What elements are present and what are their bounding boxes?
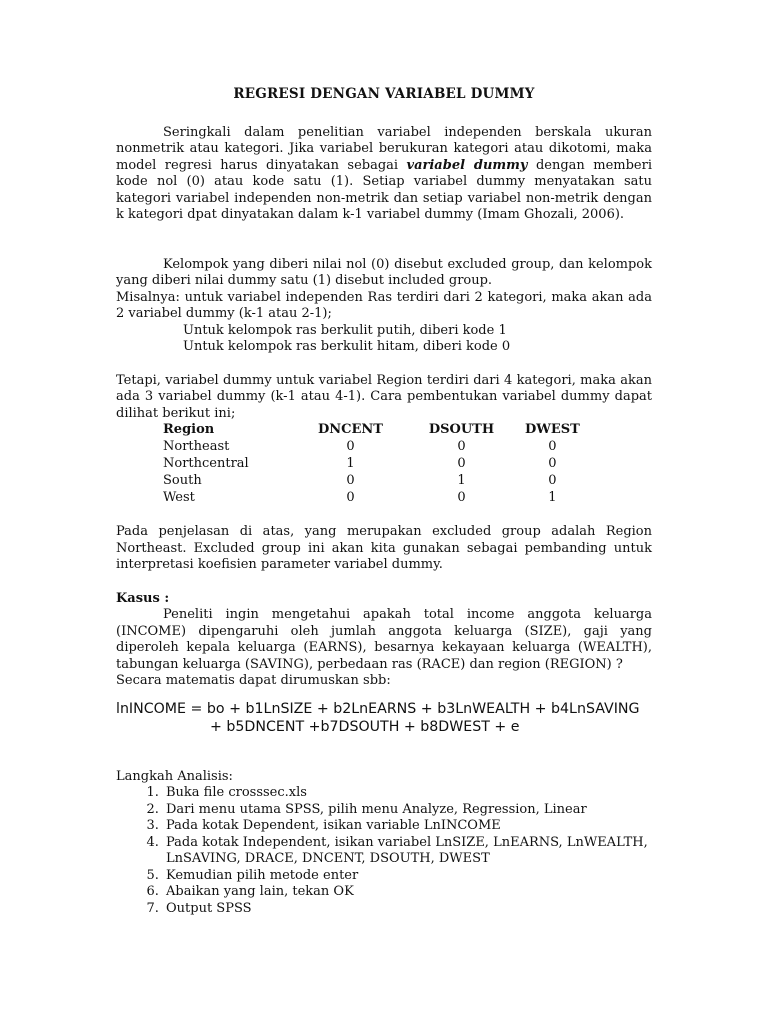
equation-line-2: + b5DNCENT +b7DSOUTH + b8DWEST + e — [210, 718, 520, 735]
table-row — [163, 490, 580, 507]
list-item: 3. Pada kotak Dependent, isikan variable LnINCOME — [163, 818, 652, 835]
dsouth-value: 0 — [457, 439, 466, 455]
dwest-value: 0 — [548, 439, 557, 455]
list-item: 1. Buka file crosssec.xls — [163, 785, 652, 802]
document-content — [116, 86, 652, 917]
region-name: South — [163, 473, 202, 489]
dncent-value: 0 — [346, 473, 355, 489]
header-dsouth: DSOUTH — [428, 422, 495, 438]
list-item: 7. Output SPSS — [163, 901, 652, 918]
dsouth-value: 0 — [457, 456, 466, 472]
list-item: 5. Kemudian pilih metode enter — [163, 868, 652, 885]
paragraph-region: Tetapi, variabel dummy untuk variabel Region terdiri dari 4 kategori, maka akan ada 3 variabel dummy (k-1 atau 4-1). Cara pembentukan variabel dummy dapat dilihat berikut ini; — [116, 372, 652, 421]
regression-equation — [116, 700, 652, 736]
list-item: 4. Pada kotak Independent, isikan variabel LnSIZE, LnEARNS, LnWEALTH, LnSAVING, DRACE, DNCENT, DSOUTH, DWEST — [163, 835, 652, 868]
intro-text-1: Seringkali dalam penelitian variabel independen berskala ukuran nonmetrik atau kategori. Jika variabel berukuran kategori atau dikotomi, maka model regresi harus dinyatakan sebagai — [116, 124, 652, 173]
table-row — [163, 473, 580, 490]
list-item: 6. Abaikan yang lain, tekan OK — [163, 884, 652, 901]
ras-item-1: Untuk kelompok ras berkulit putih, diberi kode 1 — [183, 322, 507, 338]
dncent-value: 1 — [346, 456, 355, 472]
region-name: Northcentral — [163, 456, 249, 472]
steps-list — [116, 785, 652, 917]
kasus-heading: Kasus : — [116, 590, 170, 606]
formula-intro: Secara matematis dapat dirumuskan sbb: — [116, 673, 391, 688]
region-name: West — [163, 490, 195, 506]
paragraph-groups: Kelompok yang diberi nilai nol (0) disebut excluded group, dan kelompok yang diberi nilai dummy satu (1) disebut included group. — [116, 256, 652, 288]
kasus-text: Peneliti ingin mengetahui apakah total income anggota keluarga (INCOME) dipengaruhi oleh jumlah anggota keluarga (SIZE), gaji yang diperoleh kepala keluarga (EARNS), besarnya kekayaan keluarga (WEALTH), tabungan keluarga (SAVING), perbedaan ras (RACE) dan region (REGION) ? — [116, 607, 652, 672]
document-title: REGRESI DENGAN VARIABEL DUMMY — [233, 86, 535, 102]
equation-line-1: lnINCOME = bo + b1LnSIZE + b2LnEARNS + b3LnWEALTH + b4LnSAVING — [116, 700, 640, 717]
ras-item-2: Untuk kelompok ras berkulit hitam, diberi kode 0 — [183, 339, 511, 354]
paragraph-example: Misalnya: untuk variabel independen Ras terdiri dari 2 kategori, maka akan ada 2 variabel dummy (k-1 atau 2-1); — [116, 289, 652, 321]
dwest-value: 0 — [548, 473, 557, 489]
dwest-value: 1 — [548, 490, 557, 506]
table-row — [163, 439, 580, 456]
paragraph-excluded-group: Pada penjelasan di atas, yang merupakan excluded group adalah Region Northeast. Excluded group ini akan kita gunakan sebagai pembanding untuk interpretasi koefisien parameter variabel dummy. — [116, 524, 652, 572]
intro-text-2: dengan memberi kode nol (0) atau kode satu (1). Setiap variabel dummy menyatakan satu kategori variabel independen non-metrik dan setiap variabel non-metrik dengan k kategori dpat dinyatakan dalam k-1 variabel dummy (Imam Ghozali, 2006). — [116, 157, 652, 222]
region-dummy-table — [163, 422, 580, 507]
header-dwest: DWEST — [525, 422, 580, 438]
steps-heading: Langkah Analisis: — [116, 768, 233, 784]
list-item: 2. Dari menu utama SPSS, pilih menu Analyze, Regression, Linear — [163, 802, 652, 819]
paragraph-intro — [116, 125, 652, 224]
header-region: Region — [163, 422, 215, 438]
dncent-value: 0 — [346, 439, 355, 455]
table-header-row — [163, 422, 580, 439]
header-dncent: DNCENT — [318, 422, 383, 438]
dncent-value: 0 — [346, 490, 355, 506]
table-row — [163, 456, 580, 473]
dsouth-value: 0 — [457, 490, 466, 506]
region-name: Northeast — [163, 439, 230, 455]
dsouth-value: 1 — [457, 473, 466, 489]
intro-emphasis: variabel dummy — [406, 157, 528, 173]
dwest-value: 0 — [548, 456, 557, 472]
